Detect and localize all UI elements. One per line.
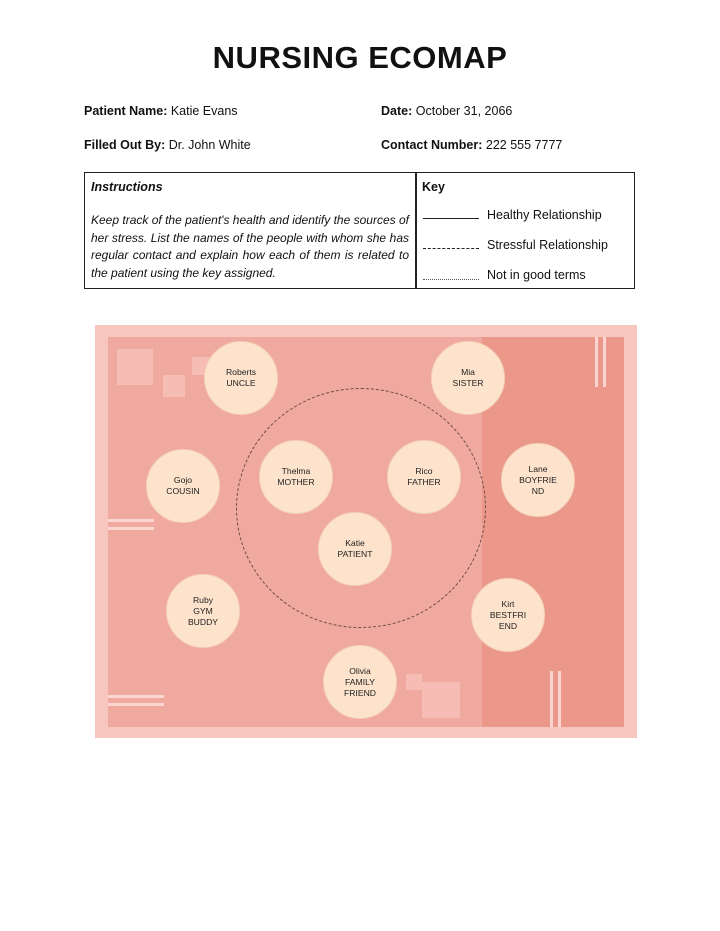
node-role: FATHER xyxy=(407,477,441,487)
patient-name-label: Patient Name: xyxy=(84,104,168,118)
household-boundary-ring xyxy=(236,388,486,628)
patient-name-value: Katie Evans xyxy=(170,104,238,118)
node-role: UNCLE xyxy=(226,378,256,388)
node-name: Roberts xyxy=(225,367,257,377)
node-role: ND xyxy=(531,485,545,496)
node-role: FAMILY xyxy=(345,676,375,687)
date-value: October 31, 2066 xyxy=(415,104,513,118)
decorative-square xyxy=(117,349,153,385)
dotted-line-icon xyxy=(423,279,479,280)
node-roberts-uncle xyxy=(204,341,278,415)
node-role: FRIEND xyxy=(344,687,376,698)
ecomap-right-band xyxy=(482,337,624,727)
dashed-line-icon xyxy=(423,248,479,249)
filled-out-by-value: Dr. John White xyxy=(168,138,251,152)
filled-out-by-field xyxy=(84,138,251,152)
node-name: Olivia xyxy=(349,665,371,676)
node-role: GYM xyxy=(193,605,213,616)
decorative-square xyxy=(422,682,460,718)
node-name: Lane xyxy=(528,463,548,474)
filled-out-by-label: Filled Out By: xyxy=(84,138,166,152)
key-item-label: Not in good terms xyxy=(487,268,586,282)
node-lane-boyfriend xyxy=(501,443,575,517)
decorative-stripe xyxy=(108,703,164,706)
patient-name-field xyxy=(84,104,238,118)
node-role: COUSIN xyxy=(166,486,200,496)
key-item-stressful xyxy=(423,238,608,252)
decorative-square xyxy=(406,674,422,690)
node-role: BESTFRI xyxy=(489,609,527,620)
node-name: Gojo xyxy=(173,475,193,485)
solid-line-icon xyxy=(423,218,479,219)
node-role: BOYFRIE xyxy=(519,474,557,485)
node-mia-sister xyxy=(431,341,505,415)
contact-number-value: 222 555 7777 xyxy=(485,138,563,152)
instructions-heading: Instructions xyxy=(91,180,163,194)
decorative-square xyxy=(163,375,185,397)
contact-number-label: Contact Number: xyxy=(381,138,483,152)
node-thelma-mother xyxy=(259,440,333,514)
decorative-stripe xyxy=(108,527,154,530)
node-rico-father xyxy=(387,440,461,514)
node-olivia-family-friend xyxy=(323,645,397,719)
instructions-key-table xyxy=(84,172,635,289)
node-katie-patient xyxy=(318,512,392,586)
node-name: Rico xyxy=(415,466,433,476)
node-role: MOTHER xyxy=(277,477,315,487)
node-role: PATIENT xyxy=(337,549,373,559)
table-divider xyxy=(415,173,417,288)
key-item-healthy xyxy=(423,208,602,222)
key-heading: Key xyxy=(422,180,445,194)
key-item-not-good-terms xyxy=(423,268,586,282)
node-name: Thelma xyxy=(281,466,311,476)
key-item-label: Healthy Relationship xyxy=(487,208,602,222)
node-ruby-gym-buddy xyxy=(166,574,240,648)
decorative-stripe xyxy=(558,671,561,727)
page-title: NURSING ECOMAP xyxy=(212,40,508,75)
node-name: Mia xyxy=(461,367,475,377)
contact-number-field xyxy=(381,138,562,152)
node-gojo-cousin xyxy=(146,449,220,523)
decorative-stripe xyxy=(603,337,606,387)
node-name: Ruby xyxy=(192,594,214,605)
node-role: SISTER xyxy=(452,378,484,388)
key-item-label: Stressful Relationship xyxy=(487,238,608,252)
instructions-text: Keep track of the patient's health and identify the sources of her stress. List the names of the people with whom she has regular contact and explain how each of them is related to the patient using the key assigned. xyxy=(91,213,409,280)
decorative-stripe xyxy=(595,337,598,387)
node-name: Katie xyxy=(345,538,365,548)
decorative-stripe xyxy=(108,519,154,522)
node-kirt-bestfriend xyxy=(471,578,545,652)
date-field xyxy=(381,104,512,118)
ecomap-diagram xyxy=(95,325,637,738)
decorative-stripe xyxy=(108,695,164,698)
node-role: END xyxy=(498,620,518,631)
date-label: Date: xyxy=(381,104,413,118)
node-role: BUDDY xyxy=(187,616,219,627)
decorative-stripe xyxy=(550,671,553,727)
node-name: Kirt xyxy=(501,598,515,609)
